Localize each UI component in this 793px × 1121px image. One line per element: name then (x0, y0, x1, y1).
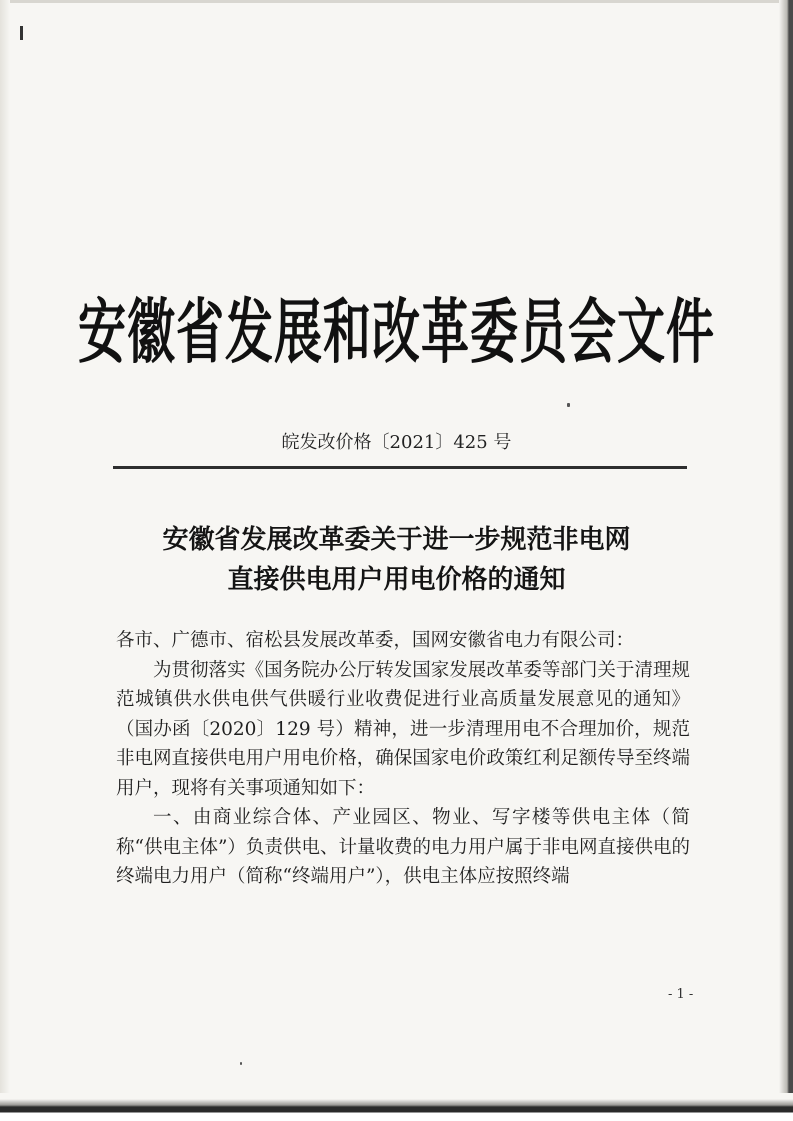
body-paragraph-intro: 为贯彻落实《国务院办公厅转发国家发展改革委等部门关于清理规范城镇供水供电供气供暖行业收费促进行业高质量发展意见的通知》（国办函〔2020〕129 号）精神，进一步清理用电不合理加价，规范非电网直接供电用户用电价格，确保国家电价政策红利足额传导至终端用户，现将有关事项通知如下： (116, 659, 690, 799)
document-title (0, 520, 793, 600)
document-body (116, 626, 690, 892)
document-title-line-1: 安徽省发展改革委关于进一步规范非电网 (162, 525, 631, 555)
page-number: - 1 - (668, 987, 694, 1002)
document-number: 皖发改价格〔2021〕425 号 (281, 432, 512, 453)
scan-edge-bottom (0, 1093, 793, 1121)
scan-speck (240, 1062, 242, 1065)
scan-edge-top (0, 0, 793, 3)
scan-corner-mark (20, 26, 23, 40)
scan-speck (567, 403, 570, 407)
document-title-line-2: 直接供电用户用电价格的通知 (227, 565, 566, 595)
addressee: 各市、广德市、宿松县发展改革委，国网安徽省电力有限公司： (116, 630, 635, 651)
issuer-header: 安徽省发展和改革委员会文件 (77, 291, 715, 374)
header-divider-line (113, 466, 687, 469)
body-paragraph-item-1: 一、由商业综合体、产业园区、物业、写字楼等供电主体（简称“供电主体”）负责供电、计量收费的电力用户属于非电网直接供电的终端电力用户（简称“终端用户”），供电主体应按照终端 (116, 807, 690, 887)
